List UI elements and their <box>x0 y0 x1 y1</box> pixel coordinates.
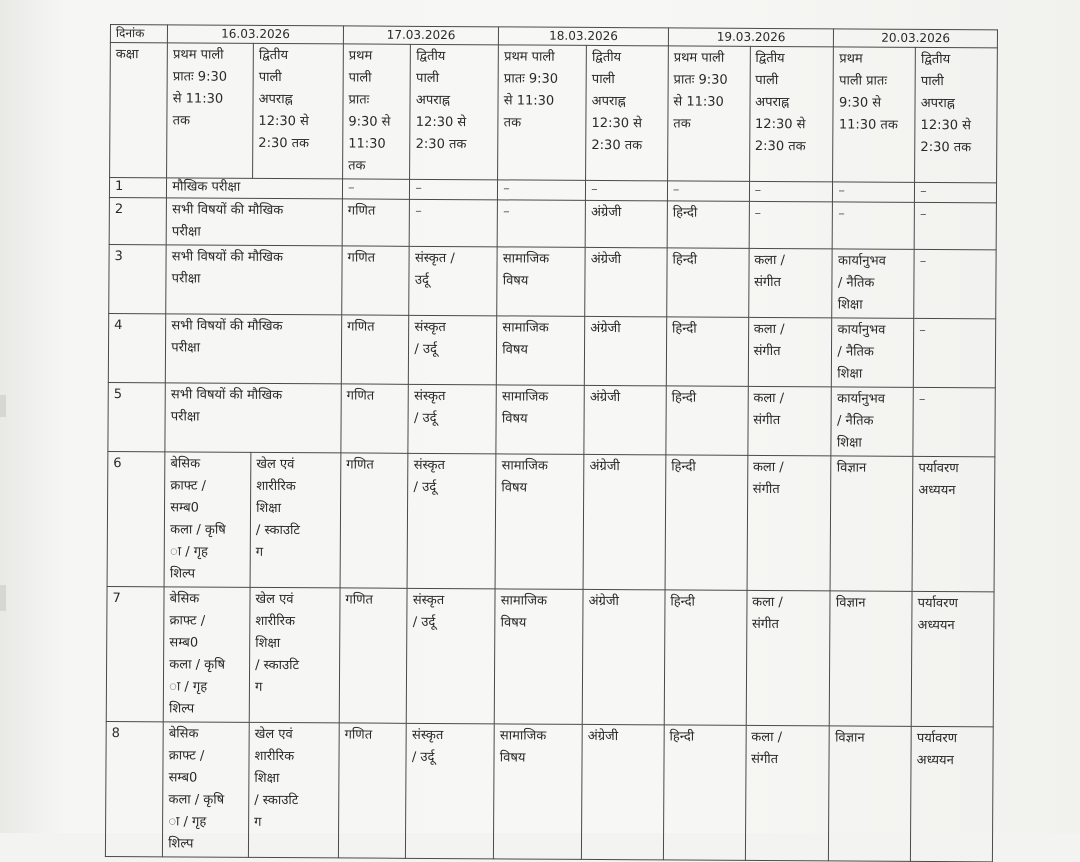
subject-cell: संस्कृत / उर्दू <box>409 315 497 385</box>
subject-cell: अंग्रेजी <box>584 316 666 385</box>
subject-cell: – <box>749 201 833 249</box>
subject-cell: कला / संगीत <box>748 386 832 456</box>
table-row <box>108 313 995 387</box>
subject-cell: अंग्रेजी <box>582 724 665 859</box>
class-number: 6 <box>107 451 165 586</box>
date-header: 20.03.2026 <box>834 29 998 48</box>
date-header: 17.03.2026 <box>343 26 498 45</box>
shift-first: प्रथम पाली प्रातः 9:30 से 11:30 तक <box>343 44 411 179</box>
subject-cell: कार्यानुभव / नैतिक शिक्षा <box>832 249 914 318</box>
subject-cell: कार्यानुभव / नैतिक शिक्षा <box>832 318 914 387</box>
subject-cell: कला / संगीत <box>745 725 830 861</box>
class-number: 8 <box>105 721 163 856</box>
subject-cell: – <box>497 200 585 248</box>
subject-cell: अंग्रेजी <box>582 589 665 724</box>
shift-first: प्रथम पाली प्रातः 9:30 से 11:30 तक <box>498 45 587 181</box>
shift-second: द्वितीय पाली अपराह्न 12:30 से 2:30 तक <box>253 43 344 179</box>
subject-cell: – <box>410 199 498 247</box>
subject-cell: कला / संगीत <box>747 455 832 591</box>
subject-cell: हिन्दी <box>667 201 749 248</box>
subject-cell: संस्कृत / उर्दू <box>406 723 495 859</box>
subject-cell: गणित <box>341 315 409 384</box>
subject-cell: – <box>833 202 915 249</box>
subject-cell: कला / संगीत <box>746 590 831 726</box>
subject-cell: हिन्दी <box>665 455 748 590</box>
subject-cell: सामाजिक विषय <box>497 247 585 317</box>
subject-cell: सामाजिक विषय <box>494 724 583 860</box>
shift-second: द्वितीय पाली अपराह्न 12:30 से 2:30 तक <box>915 47 998 182</box>
subject-cell: गणित <box>342 246 410 315</box>
subject-cell: अंग्रेजी <box>585 200 667 247</box>
class-label: कक्षा <box>110 43 168 178</box>
subject-cell: हिन्दी <box>666 317 748 386</box>
subject-cell: पर्यावरण अध्ययन <box>912 456 995 591</box>
subject-cell: बेसिक क्राफ्ट / सम्ब0 कला / कृषि ा / गृह शिल्प <box>163 722 250 858</box>
scan-edge-mark <box>0 585 6 611</box>
subject-cell: सभी विषयों की मौखिक परीक्षा <box>165 383 341 453</box>
subject-cell: पर्यावरण अध्ययन <box>911 591 994 726</box>
date-header: 16.03.2026 <box>168 25 344 44</box>
subject-cell: अंग्रेजी <box>583 454 666 589</box>
scan-edge-mark <box>0 395 6 417</box>
subject-cell: संस्कृत / उर्दू <box>408 384 496 454</box>
class-number: 4 <box>108 313 166 382</box>
shift-header-row <box>110 43 998 183</box>
subject-cell: विज्ञान <box>830 591 913 726</box>
subject-cell: गणित <box>341 384 409 453</box>
shift-first: प्रथम पाली प्रातः 9:30 से 11:30 तक <box>167 43 254 179</box>
subject-cell: गणित <box>339 588 407 723</box>
subject-cell: – <box>915 182 997 202</box>
subject-cell: – <box>667 181 749 201</box>
subject-cell: खेल एवं शारीरिक शिक्षा / स्काउटि ग <box>249 587 340 723</box>
shift-first: प्रथम पाली प्रातः 9:30 से 11:30 तक <box>667 46 750 181</box>
subject-cell: – <box>914 202 996 249</box>
subject-cell: विज्ञान <box>829 726 912 861</box>
date-header: 19.03.2026 <box>668 28 834 47</box>
subject-cell: कला / संगीत <box>748 317 832 387</box>
class-number: 7 <box>106 586 164 721</box>
exam-schedule-table <box>105 24 998 862</box>
subject-cell: संस्कृत / उर्दू <box>407 453 496 589</box>
subject-cell: अंग्रेजी <box>584 385 666 454</box>
subject-cell: कला / संगीत <box>748 248 832 318</box>
subject-cell: बेसिक क्राफ्ट / सम्ब0 कला / कृषि ा / गृह शिल्प <box>164 452 251 588</box>
subject-cell: खेल एवं शारीरिक शिक्षा / स्काउटि ग <box>250 452 341 588</box>
subject-cell: गणित <box>338 723 406 858</box>
subject-cell: पर्यावरण अध्ययन <box>911 726 994 861</box>
shift-first: प्रथम पाली प्रातः 9:30 से 11:30 तक <box>833 47 916 182</box>
subject-cell: सामाजिक विषय <box>495 589 584 725</box>
subject-cell: संस्कृत / उर्दू <box>409 246 497 316</box>
subject-cell: सभी विषयों की मौखिक परीक्षा <box>166 245 342 315</box>
subject-cell: हिन्दी <box>663 725 746 860</box>
subject-cell: – <box>833 182 915 202</box>
shift-second: द्वितीय पाली अपराह्न 12:30 से 2:30 तक <box>586 45 669 180</box>
subject-cell: हिन्दी <box>666 386 748 455</box>
subject-cell: सामाजिक विषय <box>497 316 585 386</box>
subject-cell: संस्कृत / उर्दू <box>407 588 496 724</box>
shift-second: द्वितीय पाली अपराह्न 12:30 से 2:30 तक <box>749 46 834 182</box>
table-row <box>106 586 994 726</box>
date-label: दिनांक <box>110 25 167 43</box>
class-number: 5 <box>108 382 166 451</box>
subject-cell: कार्यानुभव / नैतिक शिक्षा <box>831 387 913 456</box>
subject-cell: – <box>914 249 996 318</box>
subject-cell: अंग्रेजी <box>585 247 667 316</box>
subject-cell: – <box>342 179 410 199</box>
subject-cell: – <box>498 180 586 201</box>
shift-second: द्वितीय पाली अपराह्न 12:30 से 2:30 तक <box>410 44 499 180</box>
subject-cell: – <box>913 318 995 387</box>
subject-cell: – <box>586 180 668 200</box>
table-row <box>105 721 993 861</box>
subject-cell: – <box>410 179 498 200</box>
table-row <box>108 382 995 456</box>
subject-cell: खेल एवं शारीरिक शिक्षा / स्काउटि ग <box>248 722 339 858</box>
date-header: 18.03.2026 <box>499 27 669 46</box>
subject-cell: गणित <box>342 199 410 246</box>
class-number: 3 <box>109 244 167 313</box>
subject-cell: मौखिक परीक्षा <box>167 178 343 199</box>
subject-cell: विज्ञान <box>830 456 913 591</box>
class-number: 1 <box>109 178 166 198</box>
table-row <box>107 451 995 591</box>
subject-cell: – <box>913 387 995 456</box>
table-row <box>109 244 996 318</box>
subject-cell: – <box>749 181 833 202</box>
subject-cell: सभी विषयों की मौखिक परीक्षा <box>166 198 342 246</box>
subject-cell: बेसिक क्राफ्ट / सम्ब0 कला / कृषि ा / गृह शिल्प <box>163 587 250 723</box>
subject-cell: हिन्दी <box>664 590 747 725</box>
subject-cell: गणित <box>340 453 408 588</box>
subject-cell: सामाजिक विषय <box>496 385 584 455</box>
subject-cell: सभी विषयों की मौखिक परीक्षा <box>166 314 342 384</box>
table-row <box>109 197 996 249</box>
class-number: 2 <box>109 197 167 244</box>
subject-cell: हिन्दी <box>667 248 749 317</box>
subject-cell: सामाजिक विषय <box>495 454 584 590</box>
